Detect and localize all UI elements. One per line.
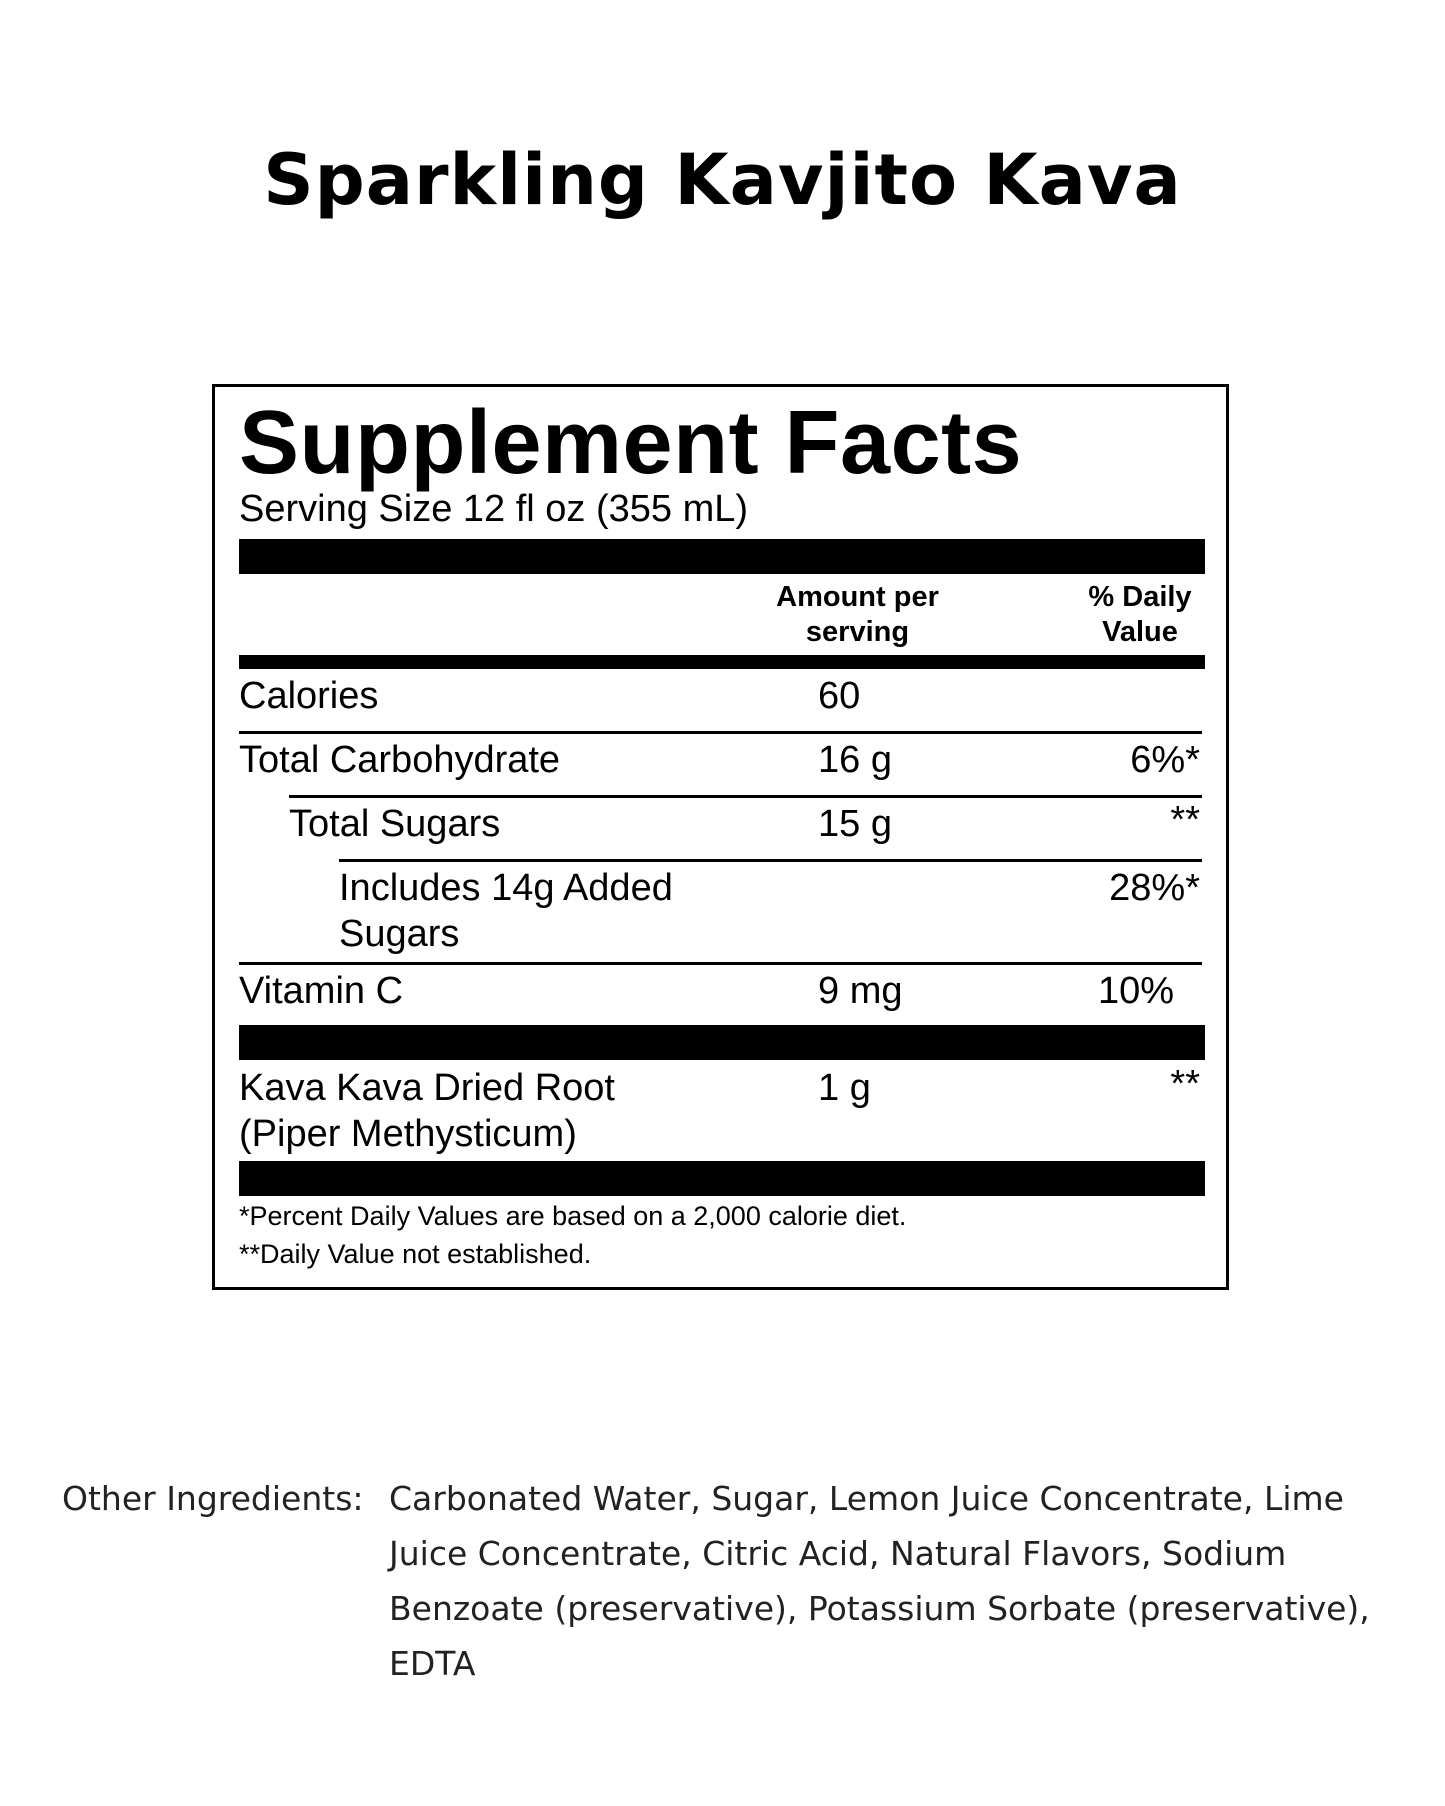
row-amount-vitamin-c: 9 mg [818, 970, 903, 1012]
facts-heading: Supplement Facts [239, 393, 1023, 493]
row-dv-total-carbohydrate: 6%* [1130, 739, 1200, 781]
row-divider [239, 962, 1202, 965]
row-name-total-sugars: Total Sugars [289, 803, 501, 845]
row-amount-total-sugars: 15 g [818, 803, 892, 845]
row-name-kava-root: Kava Kava Dried Root (Piper Methysticum) [239, 1067, 615, 1155]
row-divider [339, 859, 1202, 862]
column-header-amount: Amount per serving [776, 581, 939, 648]
column-header-daily-value: % Daily Value [1088, 581, 1192, 648]
row-divider [289, 795, 1202, 798]
row-name-total-carbohydrate: Total Carbohydrate [239, 739, 561, 781]
ingredients-text: Carbonated Water, Sugar, Lemon Juice Concentrate, Lime Juice Concentrate, Citric Acid, Natural Flavors, Sodium Benzoate (preservative), Potassium Sorbate (preservative), EDTA [389, 1479, 1370, 1683]
thick-divider [239, 1025, 1205, 1060]
row-amount-calories: 60 [818, 675, 861, 717]
row-name-calories: Calories [239, 675, 379, 717]
footnote-daily-values: *Percent Daily Values are based on a 2,000 calorie diet. [239, 1201, 907, 1231]
row-name-added-sugars: Includes 14g Added Sugars [339, 867, 673, 955]
product-title: Sparkling Kavjito Kava [263, 139, 1182, 221]
thick-divider [239, 1161, 1205, 1196]
row-dv-kava-root: ** [1170, 1063, 1200, 1105]
thick-divider [239, 539, 1205, 574]
row-amount-total-carbohydrate: 16 g [818, 739, 892, 781]
row-divider [239, 731, 1202, 734]
ingredients-label: Other Ingredients: [62, 1479, 364, 1518]
row-dv-total-sugars: ** [1170, 799, 1200, 841]
row-dv-vitamin-c: 10% [1097, 970, 1174, 1012]
supplement-facts-panel [212, 384, 1229, 1290]
footnote-not-established: **Daily Value not established. [239, 1239, 592, 1269]
medium-divider [239, 655, 1205, 669]
row-amount-kava-root: 1 g [818, 1067, 871, 1109]
row-dv-added-sugars: 28%* [1109, 867, 1200, 909]
row-name-vitamin-c: Vitamin C [239, 970, 404, 1012]
serving-size: Serving Size 12 fl oz (355 mL) [239, 488, 749, 530]
